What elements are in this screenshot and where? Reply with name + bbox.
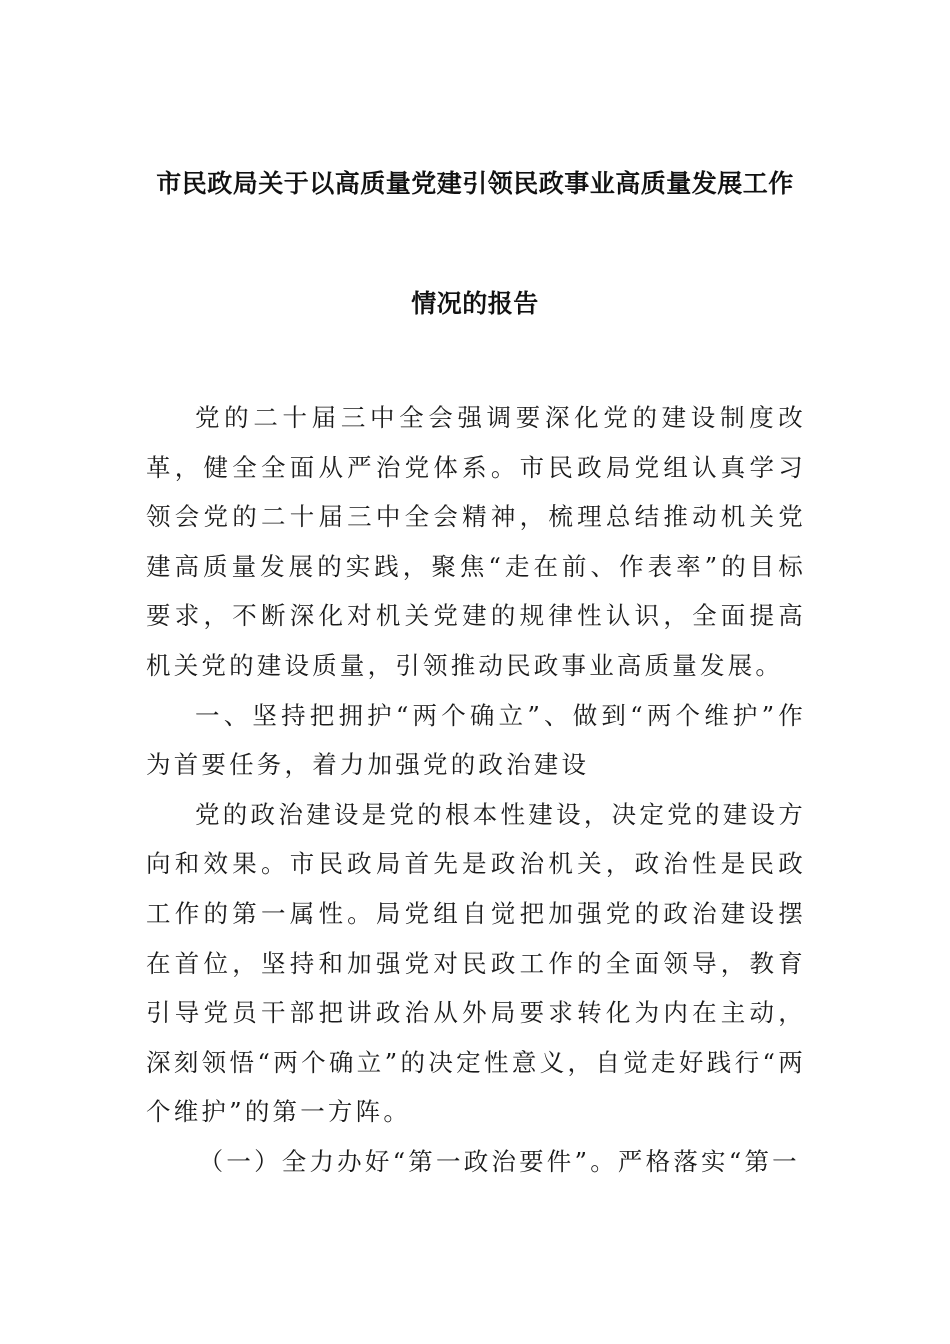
document-title-line-2: 情况的报告 bbox=[411, 289, 539, 318]
subsection-1: （一）全力办好“第一政治要件”。严格落实“第一 bbox=[198, 1146, 800, 1176]
document-body bbox=[146, 393, 806, 1187]
paragraph-intro: 党的二十届三中全会强调要深化党的建设制度改革，健全全面从严治党体系。市民政局党组认真学习领会党的二十届三中全会精神，梳理总结推动机关党建高质量发展的实践，聚焦“走在前、作表率”的目标要求，不断深化对机关党建的规律性认识，全面提高机关党的建设质量，引领推动民政事业高质量发展。 bbox=[146, 403, 806, 680]
document-title-line-1: 市民政局关于以高质量党建引领民政事业高质量发展工作 bbox=[156, 169, 794, 198]
section-heading-1: 一、坚持把拥护“两个确立”、做到“两个维护”作为首要任务，着力加强党的政治建设 bbox=[146, 700, 806, 780]
paragraph-section-1: 党的政治建设是党的根本性建设，决定党的建设方向和效果。市民政局首先是政治机关，政治性是民政工作的第一属性。局党组自觉把加强党的政治建设摆在首位，坚持和加强党对民政工作的全面领导，教育引导党员干部把讲政治从外局要求转化为内在主动，深刻领悟“两个确立”的决定性意义，自觉走好践行“两个维护”的第一方阵。 bbox=[146, 799, 806, 1127]
